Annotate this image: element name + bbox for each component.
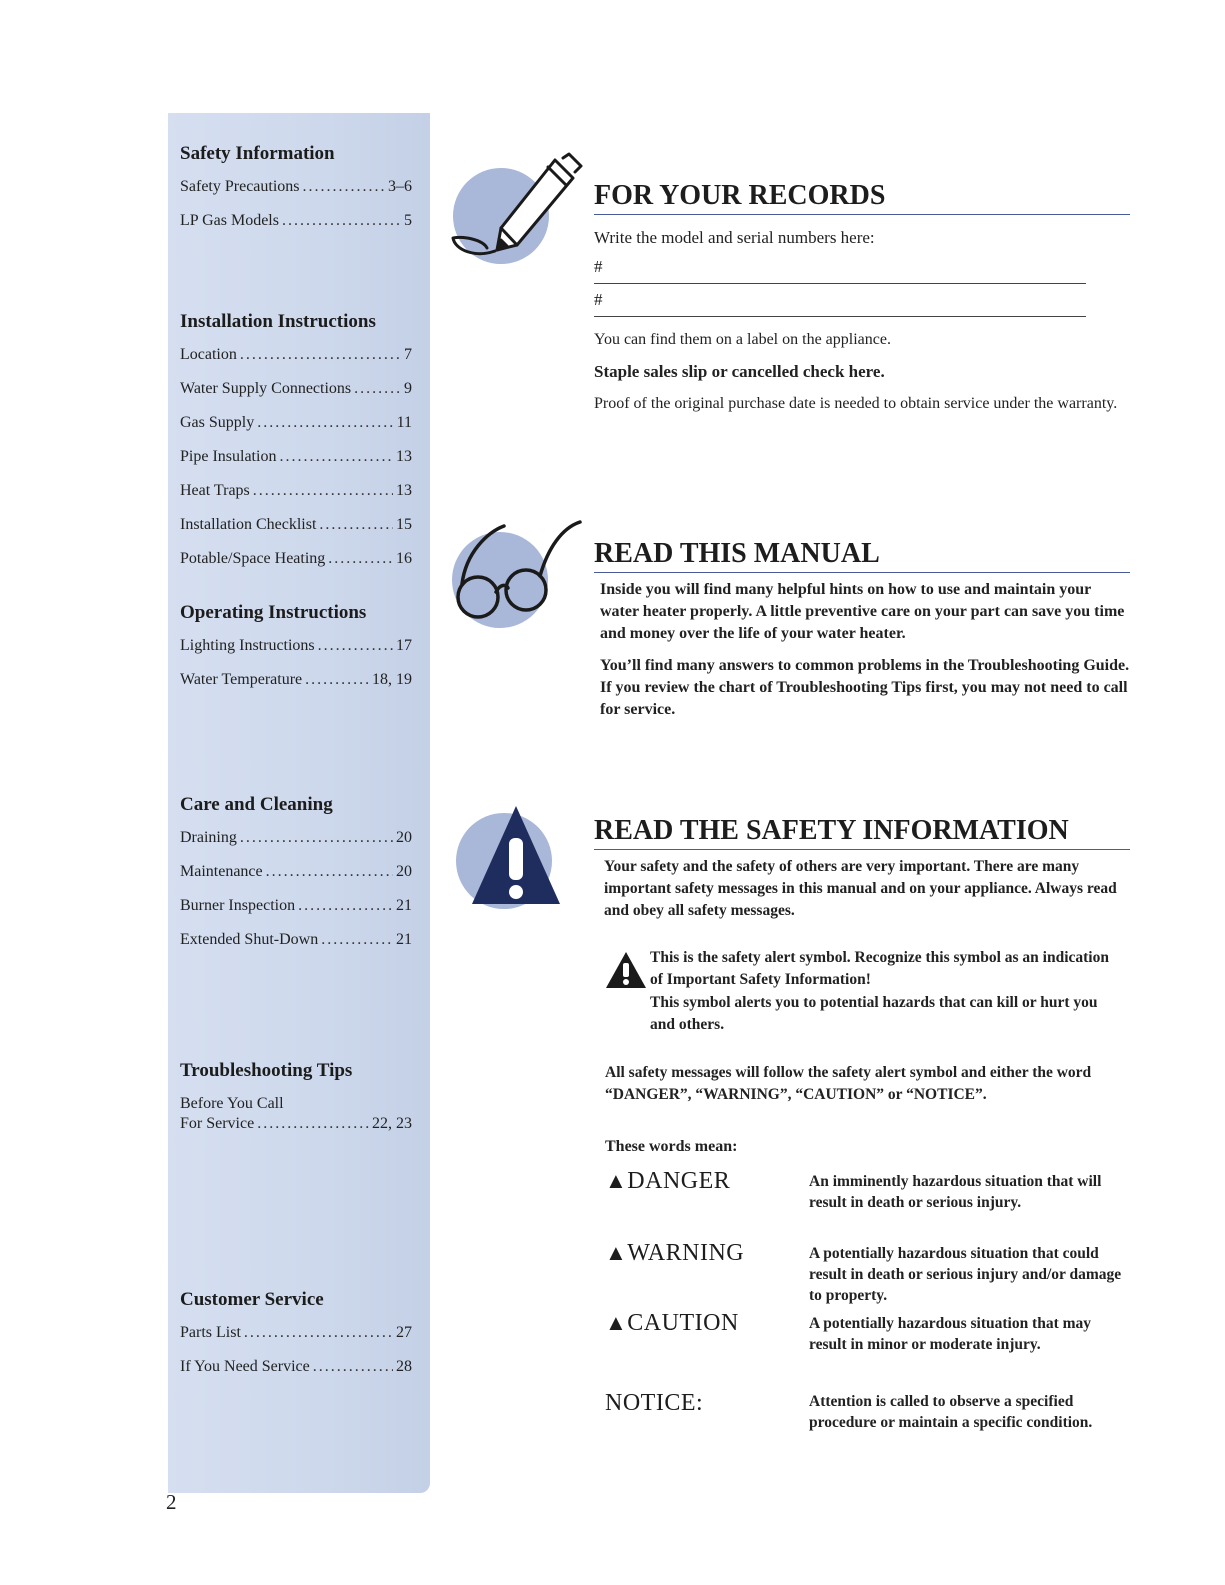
- toc-leader: [328, 549, 393, 569]
- toc-entry-label: Parts List: [180, 1324, 241, 1341]
- toc-leader: [266, 862, 393, 882]
- toc-entry-page: 28: [396, 1358, 412, 1375]
- records-title: FOR YOUR RECORDS: [594, 180, 1130, 215]
- safety-alert-icon: [604, 950, 648, 990]
- model-number-field[interactable]: #: [594, 251, 1086, 284]
- toc-leader: [305, 670, 369, 690]
- toc-leader: [318, 636, 393, 656]
- toc-entry-label: Potable/Space Heating: [180, 550, 326, 567]
- toc-leader: [282, 211, 401, 231]
- toc-operating-section: [180, 602, 430, 704]
- toc-entry[interactable]: [180, 413, 430, 447]
- toc-entry[interactable]: [180, 1323, 430, 1357]
- toc-leader: [240, 345, 401, 365]
- danger-alert-icon: ▲: [605, 1168, 628, 1193]
- toc-entry-label: Water Temperature: [180, 671, 303, 688]
- toc-entry[interactable]: [180, 828, 430, 862]
- caution-word: CAUTION: [627, 1310, 739, 1336]
- toc-entry-page: 20: [396, 863, 412, 880]
- toc-entry[interactable]: [180, 862, 430, 896]
- toc-entry-label: Pipe Insulation: [180, 448, 277, 465]
- toc-installation-section: [180, 311, 430, 583]
- toc-leader: [253, 481, 393, 501]
- toc-leader: [257, 413, 393, 433]
- toc-entry[interactable]: [180, 1094, 430, 1134]
- serial-number-field[interactable]: #: [594, 284, 1086, 317]
- toc-heading-care: Care and Cleaning: [180, 794, 333, 815]
- danger-label: [605, 1168, 730, 1195]
- toc-entry-label: Gas Supply: [180, 414, 255, 431]
- toc-entry-label: Burner Inspection: [180, 897, 296, 914]
- toc-entry[interactable]: [180, 896, 430, 930]
- manual-paragraph-1: Inside you will find many helpful hints on how to use and maintain your water heater properly. A little preventive care on your part can save you time and money over the life of your water heater.: [600, 581, 1125, 642]
- manual-title: READ THIS MANUAL: [594, 538, 1130, 573]
- toc-entry-label: Before You Call: [180, 1095, 284, 1112]
- toc-entry-label: For Service: [180, 1115, 255, 1132]
- toc-entry-page: 27: [396, 1324, 412, 1341]
- toc-entry[interactable]: [180, 481, 430, 515]
- toc-entry[interactable]: [180, 177, 430, 211]
- toc-safety-section: [180, 143, 430, 245]
- toc-entry-page: 16: [396, 550, 412, 567]
- toc-entry-page: 13: [396, 482, 412, 499]
- toc-leader: [298, 896, 393, 916]
- danger-word: DANGER: [627, 1168, 731, 1194]
- toc-entry-label: Water Supply Connections: [180, 380, 352, 397]
- notice-description: Attention is called to observe a specified procedure or maintain a specific condition.: [809, 1393, 1093, 1431]
- safety-info-title: READ THE SAFETY INFORMATION: [594, 815, 1130, 850]
- toc-leader: [240, 828, 393, 848]
- warning-alert-icon: ▲: [605, 1240, 628, 1265]
- danger-description: An imminently hazardous situation that will result in death or serious injury.: [809, 1173, 1102, 1211]
- toc-customer-section: [180, 1289, 430, 1391]
- toc-entry-label: Location: [180, 346, 237, 363]
- signal-caution-row: [605, 1310, 1125, 1370]
- toc-leader: [354, 379, 401, 399]
- toc-entry-label: Installation Checklist: [180, 516, 317, 533]
- safety-info-paragraph-2: All safety messages will follow the safety alert symbol and either the word “DANGER”, “WARNING”, “CAUTION” or “NOTICE”.: [605, 1064, 1092, 1103]
- toc-entry[interactable]: [180, 549, 430, 583]
- toc-entry-label: Maintenance: [180, 863, 263, 880]
- toc-entry-page: 13: [396, 448, 412, 465]
- toc-care-section: [180, 794, 430, 964]
- page-number: 2: [166, 1490, 177, 1514]
- safety-info-section: [594, 815, 1130, 922]
- toc-entry-page: 21: [396, 931, 412, 948]
- records-instruction: Write the model and serial numbers here:: [594, 228, 875, 247]
- toc-entry[interactable]: [180, 930, 430, 964]
- toc-entry-page: 5: [404, 212, 412, 229]
- warning-description: A potentially hazardous situation that could result in death or serious injury and/or damage to property.: [809, 1245, 1122, 1304]
- toc-heading-installation: Installation Instructions: [180, 311, 376, 332]
- toc-entry[interactable]: [180, 1357, 430, 1391]
- toc-entry-label: Safety Precautions: [180, 178, 300, 195]
- toc-entry[interactable]: [180, 636, 430, 670]
- toc-entry-page: 22, 23: [372, 1115, 412, 1132]
- toc-leader: [321, 930, 393, 950]
- manual-paragraph-2: You’ll find many answers to common problems in the Troubleshooting Guide. If you review the chart of Troubleshooting Tips first, you may not need to call for service.: [600, 657, 1130, 718]
- signal-notice-row: [605, 1390, 1125, 1450]
- toc-entry[interactable]: [180, 670, 430, 704]
- warning-label: [605, 1240, 744, 1267]
- records-section: [594, 180, 1130, 415]
- caution-alert-icon: ▲: [605, 1310, 628, 1335]
- toc-entry[interactable]: [180, 515, 430, 549]
- toc-troubleshooting-section: [180, 1060, 430, 1134]
- safety-info-paragraph-1: Your safety and the safety of others are very important. There are many important safety messages in this manual and on your appliance. Always read and obey all safety messages.: [604, 858, 1117, 919]
- toc-entry-page: 7: [404, 346, 412, 363]
- notice-word: NOTICE:: [605, 1390, 704, 1416]
- toc-heading-customer: Customer Service: [180, 1289, 324, 1310]
- toc-entry-label: Heat Traps: [180, 482, 250, 499]
- toc-entry-label: If You Need Service: [180, 1358, 310, 1375]
- toc-entry-page: 21: [396, 897, 412, 914]
- records-staple-note: Staple sales slip or cancelled check here.: [594, 362, 885, 381]
- words-mean-label: These words mean:: [605, 1138, 738, 1155]
- toc-leader: [244, 1323, 393, 1343]
- records-label-note: You can find them on a label on the appliance.: [594, 331, 891, 348]
- caution-description: A potentially hazardous situation that may result in minor or moderate injury.: [809, 1315, 1092, 1353]
- toc-heading-operating: Operating Instructions: [180, 602, 367, 623]
- caution-label: [605, 1310, 739, 1337]
- eyeglasses-icon: [448, 512, 588, 632]
- toc-entry-label: Draining: [180, 829, 237, 846]
- toc-leader: [279, 447, 393, 467]
- toc-entry[interactable]: [180, 345, 430, 379]
- manual-section: [594, 538, 1130, 721]
- safety-alert-text-2: This symbol alerts you to potential hazards that can kill or hurt you and others.: [650, 994, 1098, 1033]
- toc-entry-page: 20: [396, 829, 412, 846]
- toc-entry-page: 18, 19: [372, 671, 412, 688]
- toc-leader: [313, 1357, 393, 1377]
- toc-leader: [319, 515, 393, 535]
- toc-entry[interactable]: [180, 211, 430, 245]
- toc-heading-safety: Safety Information: [180, 143, 335, 164]
- toc-entry-page: 3–6: [388, 178, 412, 195]
- toc-entry-page: 11: [396, 414, 412, 431]
- pencil-icon: [445, 150, 585, 270]
- warning-word: WARNING: [627, 1240, 745, 1266]
- toc-leader: [303, 177, 385, 197]
- toc-entry-label: Extended Shut-Down: [180, 931, 319, 948]
- safety-alert-text-1: This is the safety alert symbol. Recognize this symbol as an indication of Important Safety Information!: [650, 949, 1109, 988]
- signal-danger-row: [605, 1168, 1125, 1228]
- toc-entry[interactable]: [180, 379, 430, 413]
- toc-entry-label: LP Gas Models: [180, 212, 279, 229]
- signal-warning-row: [605, 1240, 1125, 1304]
- records-proof-note: Proof of the original purchase date is needed to obtain service under the warranty.: [594, 395, 1118, 412]
- toc-entry-label: Lighting Instructions: [180, 637, 315, 654]
- toc-entry-page: 15: [396, 516, 412, 533]
- toc-heading-troubleshooting: Troubleshooting Tips: [180, 1060, 353, 1081]
- toc-entry-page: 17: [396, 637, 412, 654]
- toc-leader: [257, 1114, 369, 1134]
- toc-entry[interactable]: [180, 447, 430, 481]
- toc-entry-page: 9: [404, 380, 412, 397]
- warning-triangle-icon: [466, 800, 566, 910]
